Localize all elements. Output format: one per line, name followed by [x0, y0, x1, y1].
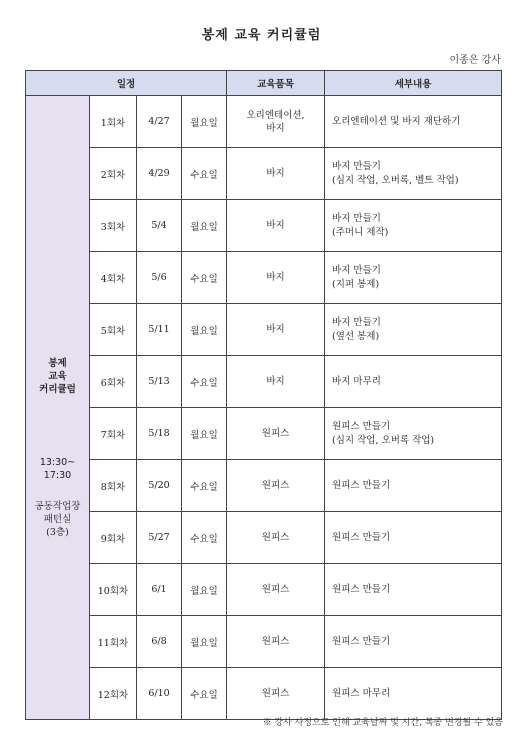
session-day: 수요일 [182, 668, 227, 720]
program-time-line: 17:30 [43, 469, 72, 481]
program-location [35, 500, 81, 539]
session-item [227, 304, 325, 356]
session-item-line: 바지 [266, 168, 285, 179]
session-item-line: 바지 [266, 376, 285, 387]
session-detail-line: (지퍼 봉제) [332, 278, 380, 290]
session-detail-line: (주머니 제작) [332, 226, 389, 238]
table-row [26, 460, 502, 512]
session-number: 1회차 [90, 96, 137, 148]
session-detail [325, 356, 502, 408]
curriculum-body [26, 96, 502, 720]
session-date: 5/13 [137, 356, 182, 408]
program-info-cell [26, 96, 90, 720]
program-time-line: 13:30~ [39, 456, 76, 468]
session-day: 수요일 [182, 356, 227, 408]
session-date: 5/6 [137, 252, 182, 304]
session-day: 수요일 [182, 148, 227, 200]
session-detail-line: 바지 만들기 [332, 316, 381, 328]
session-item-line: 원피스 [261, 688, 290, 699]
session-detail [325, 96, 502, 148]
session-item [227, 148, 325, 200]
session-detail-line: 원피스 만들기 [332, 635, 391, 647]
session-item-line: 바지 [266, 220, 285, 231]
session-day: 월요일 [182, 304, 227, 356]
session-item-line: 바지 [266, 272, 285, 283]
program-time [40, 456, 75, 482]
program-name [39, 357, 76, 396]
session-item [227, 668, 325, 720]
session-day: 월요일 [182, 408, 227, 460]
session-item [227, 564, 325, 616]
session-number: 2회차 [90, 148, 137, 200]
session-detail [325, 460, 502, 512]
program-location-line: (3층) [46, 526, 69, 538]
session-date: 5/20 [137, 460, 182, 512]
session-detail-line: 원피스 만들기 [332, 420, 391, 432]
session-item [227, 252, 325, 304]
table-row [26, 356, 502, 408]
session-detail-line: 원피스 만들기 [332, 479, 391, 491]
session-date: 4/29 [137, 148, 182, 200]
curriculum-table [25, 70, 502, 720]
session-item-line: 원피스 [261, 532, 290, 543]
session-number: 8회차 [90, 460, 137, 512]
session-day: 월요일 [182, 564, 227, 616]
table-row [26, 616, 502, 668]
table-row [26, 200, 502, 252]
table-row [26, 564, 502, 616]
session-number: 3회차 [90, 200, 137, 252]
session-item [227, 408, 325, 460]
session-date: 5/18 [137, 408, 182, 460]
session-item-line: 오리엔테이션, [246, 109, 305, 121]
session-item-line: 원피스 [261, 480, 290, 491]
program-name-line: 봉제 [48, 357, 67, 369]
session-detail [325, 668, 502, 720]
session-detail [325, 512, 502, 564]
session-detail [325, 252, 502, 304]
session-detail-line: (심지 작업, 오버록 작업) [332, 434, 435, 446]
session-item [227, 512, 325, 564]
session-day: 월요일 [182, 96, 227, 148]
session-number: 10회차 [90, 564, 137, 616]
session-detail-line: (옆선 봉제) [332, 330, 380, 342]
session-detail-line: 오리엔테이션 및 바지 재단하기 [332, 115, 461, 127]
program-name-line: 교육 [48, 370, 67, 382]
session-item-line: 원피스 [261, 428, 290, 439]
session-number: 9회차 [90, 512, 137, 564]
session-number: 5회차 [90, 304, 137, 356]
session-date: 6/10 [137, 668, 182, 720]
session-detail-line: 원피스 만들기 [332, 583, 391, 595]
session-item [227, 460, 325, 512]
table-row [26, 304, 502, 356]
session-detail-line: 바지 만들기 [332, 212, 381, 224]
session-number: 12회차 [90, 668, 137, 720]
session-date: 5/27 [137, 512, 182, 564]
session-item [227, 616, 325, 668]
session-item-line: 바지 [266, 122, 285, 134]
session-detail-line: 바지 만들기 [332, 264, 381, 276]
session-detail-line: 원피스 마무리 [332, 687, 391, 699]
session-day: 수요일 [182, 252, 227, 304]
program-name-line: 커리큘럼 [39, 383, 76, 395]
header-row [26, 71, 502, 96]
session-day: 수요일 [182, 512, 227, 564]
document-title: 봉제 교육 커리큘럼 [201, 28, 322, 43]
session-day: 월요일 [182, 200, 227, 252]
session-day: 월요일 [182, 616, 227, 668]
session-detail [325, 200, 502, 252]
session-detail [325, 408, 502, 460]
session-detail-line: (심지 작업, 오버록, 벨트 작업) [332, 174, 459, 186]
table-row [26, 668, 502, 720]
header-item: 교육품목 [227, 71, 325, 96]
session-date: 6/8 [137, 616, 182, 668]
table-row [26, 96, 502, 148]
session-date: 5/4 [137, 200, 182, 252]
session-detail-line: 바지 마무리 [332, 375, 381, 387]
session-detail [325, 148, 502, 200]
session-number: 4회차 [90, 252, 137, 304]
session-detail [325, 304, 502, 356]
session-item-line: 바지 [266, 324, 285, 335]
session-date: 4/27 [137, 96, 182, 148]
header-schedule: 일정 [26, 71, 227, 96]
session-item [227, 356, 325, 408]
session-number: 11회차 [90, 616, 137, 668]
program-location-line: 패턴실 [43, 513, 72, 525]
session-item-line: 원피스 [261, 584, 290, 595]
session-day: 수요일 [182, 460, 227, 512]
program-location-line: 공동작업장 [34, 500, 81, 512]
table-row [26, 408, 502, 460]
session-number: 7회차 [90, 408, 137, 460]
session-item-line: 원피스 [261, 636, 290, 647]
session-number: 6회차 [90, 356, 137, 408]
session-date: 6/1 [137, 564, 182, 616]
table-row [26, 512, 502, 564]
table-row [26, 252, 502, 304]
instructor-name: 이종은 강사 [449, 55, 501, 66]
table-row [26, 148, 502, 200]
session-item [227, 200, 325, 252]
session-detail [325, 616, 502, 668]
session-detail-line: 원피스 만들기 [332, 531, 391, 543]
session-item [227, 96, 325, 148]
session-detail-line: 바지 만들기 [332, 160, 381, 172]
session-detail [325, 564, 502, 616]
session-date: 5/11 [137, 304, 182, 356]
header-detail: 세부내용 [325, 71, 502, 96]
footnote: ※ 강사 사정으로 인해 교육날짜 및 시간, 복종 변경될 수 있음 [262, 718, 503, 728]
